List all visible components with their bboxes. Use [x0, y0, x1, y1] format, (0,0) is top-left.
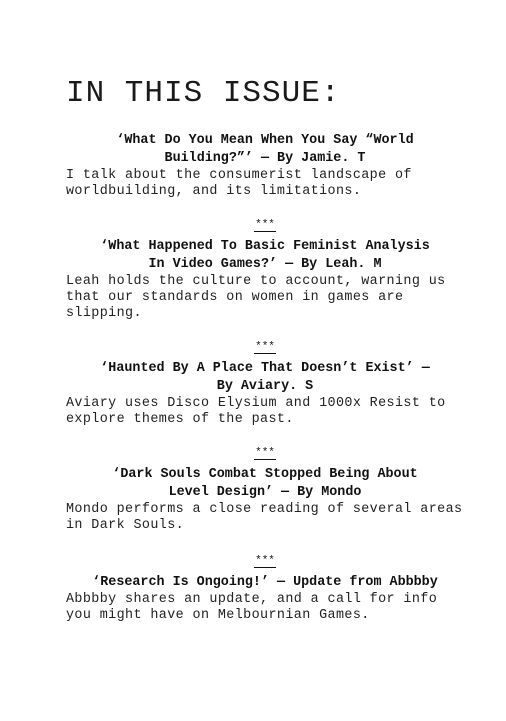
- article-description: I talk about the consumerist landscape of worldbuilding, and its limitations.: [66, 168, 412, 199]
- article-title: [66, 238, 464, 274]
- article-title-line: ‘Dark Souls Combat Stopped Being About: [112, 467, 418, 482]
- separator: ***: [255, 447, 275, 459]
- article-description: Leah holds the culture to account, warning us that our standards on women in games are slipping.: [66, 274, 446, 321]
- article-item: [66, 132, 464, 200]
- article-item: [66, 360, 464, 428]
- article-list: [66, 132, 464, 624]
- separator: ***: [255, 219, 275, 231]
- article-title: [66, 360, 464, 396]
- article-title-line: ‘What Do You Mean When You Say “World: [116, 133, 414, 148]
- separator: ***: [255, 341, 275, 353]
- page-title: IN THIS ISSUE:: [66, 76, 341, 111]
- article-item: [66, 574, 464, 624]
- article-title: [66, 466, 464, 502]
- article-title-line: ‘What Happened To Basic Feminist Analysis: [100, 239, 430, 254]
- article-title-line: Building?”’ — By Jamie. T: [164, 151, 366, 166]
- separator: ***: [255, 555, 275, 567]
- article-title-line: In Video Games?’ — By Leah. M: [148, 257, 382, 272]
- article-title-line: Level Design’ — By Mondo: [168, 485, 362, 500]
- article-description: Aviary uses Disco Elysium and 1000x Resist to explore themes of the past.: [66, 396, 446, 427]
- article-title-line: By Aviary. S: [216, 379, 314, 394]
- article-title: [66, 574, 464, 592]
- article-description: Mondo performs a close reading of several areas in Dark Souls.: [66, 502, 463, 533]
- article-description: Abbbby shares an update, and a call for info you might have on Melbournian Games.: [66, 592, 438, 623]
- article-title-line: ‘Haunted By A Place That Doesn’t Exist’ —: [100, 361, 430, 376]
- article-title: [66, 132, 464, 168]
- article-item: [66, 238, 464, 322]
- article-item: [66, 466, 464, 534]
- article-title-line: ‘Research Is Ongoing!’ — Update from Abbbby: [92, 575, 438, 590]
